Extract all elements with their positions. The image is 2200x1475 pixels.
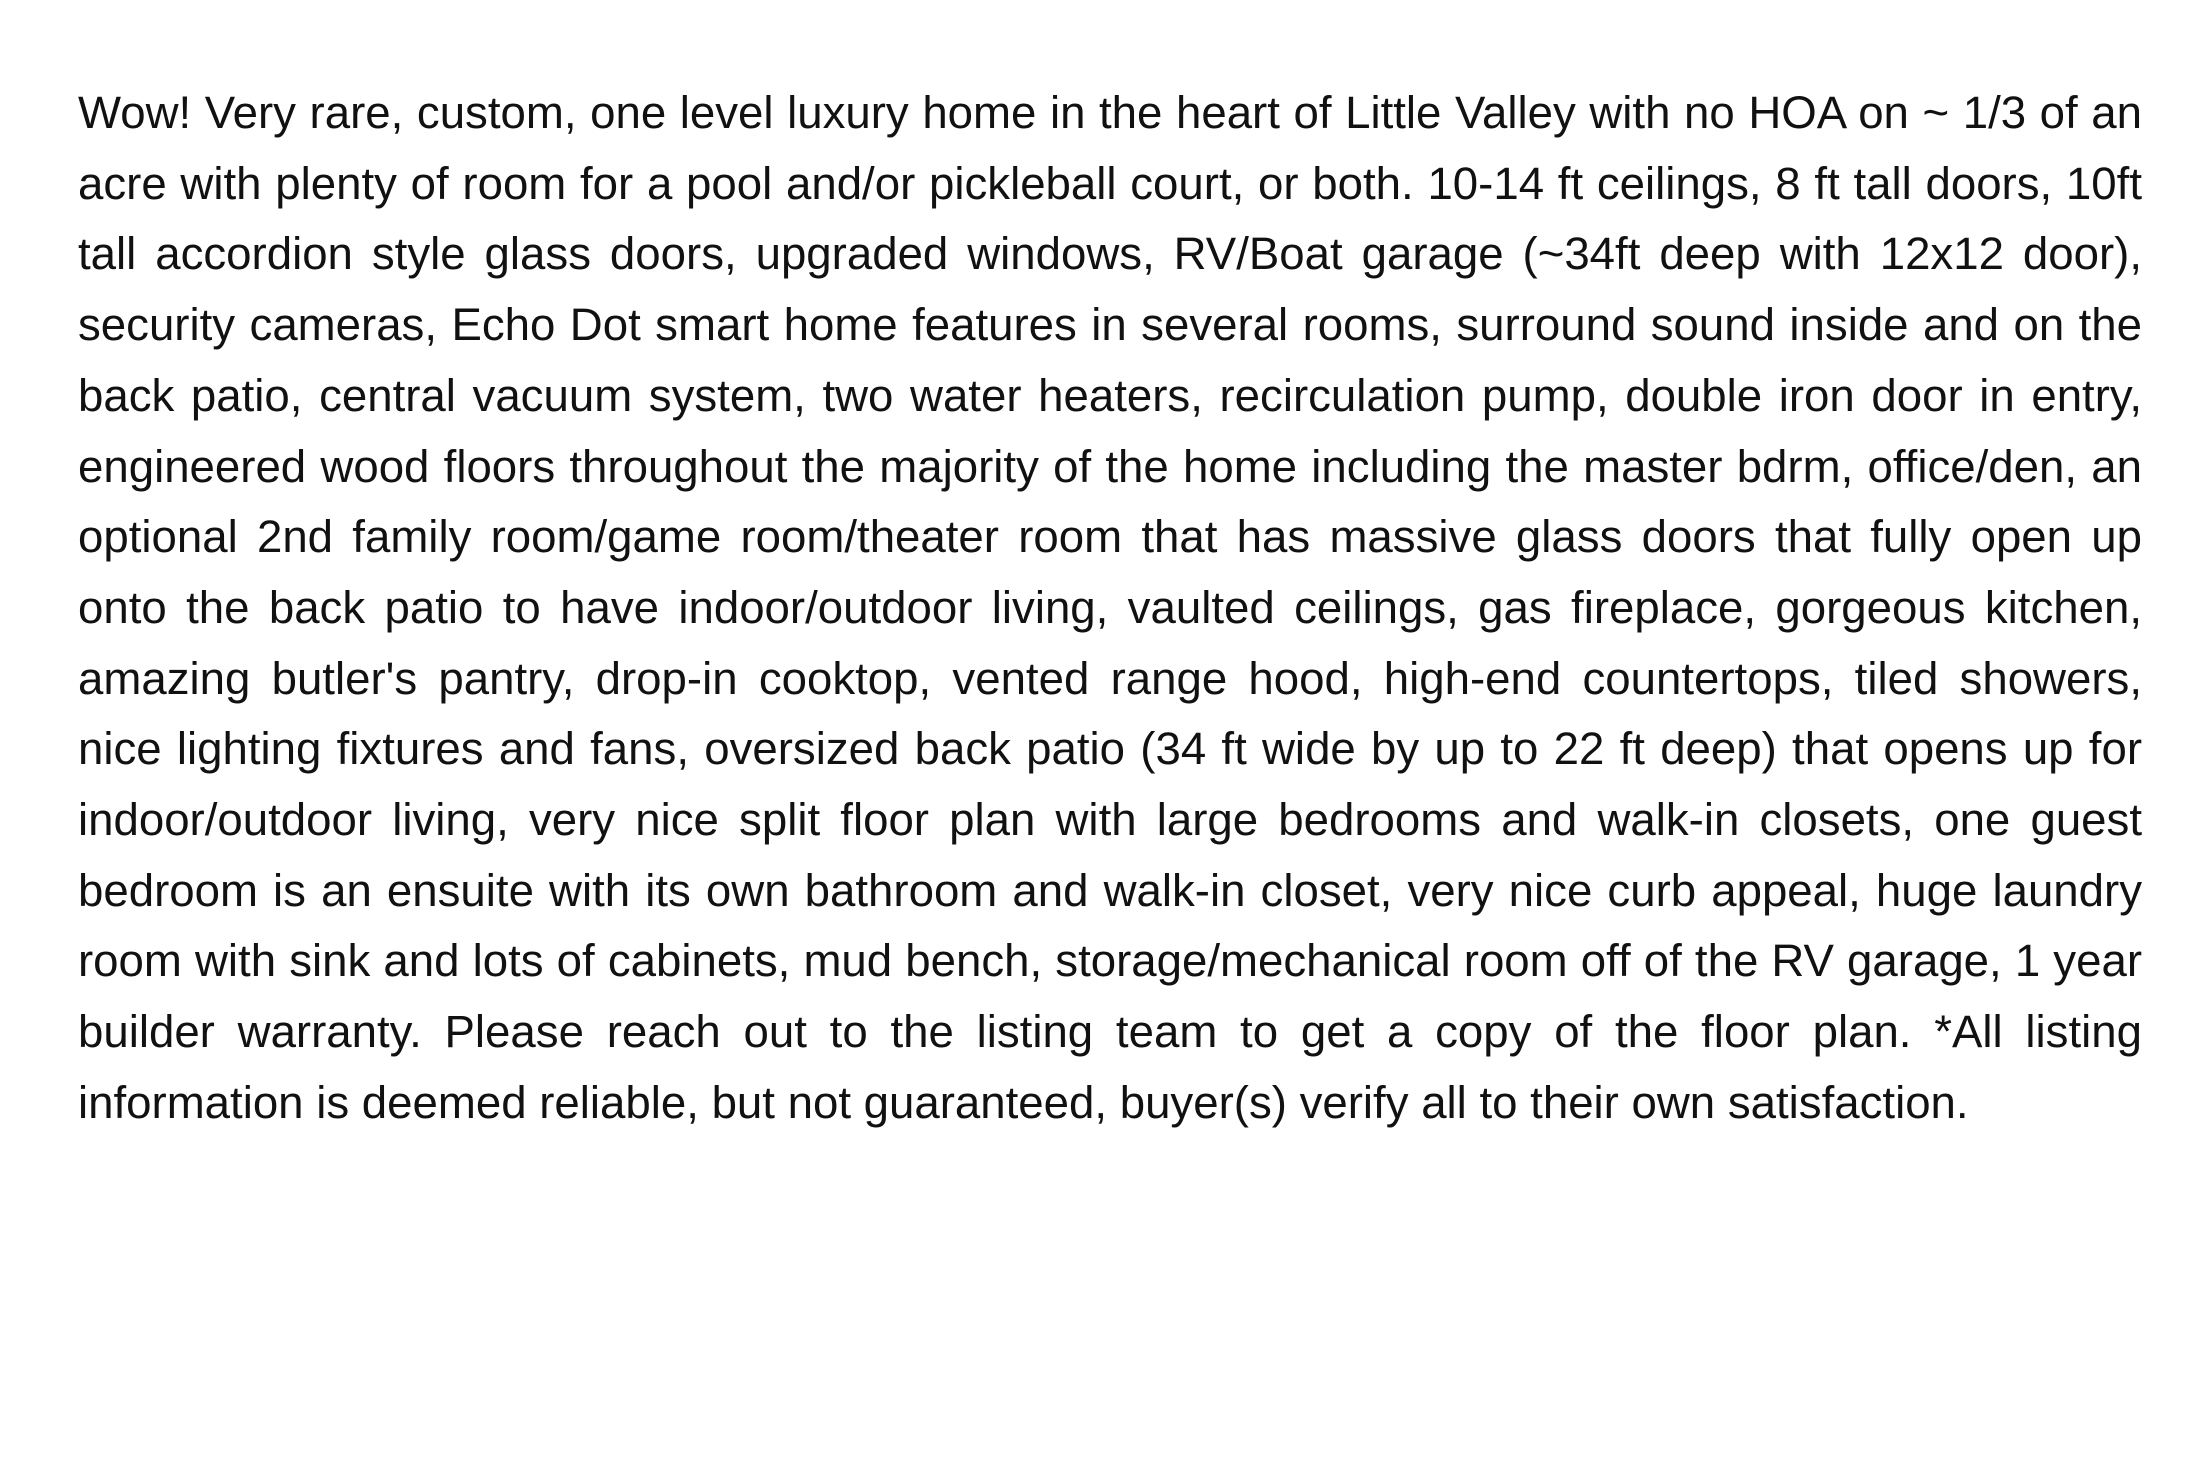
listing-description-text: Wow! Very rare, custom, one level luxury home in the heart of Little Valley with no HOA on ~ 1/3 of an acre with plenty of room for a pool and/or pickleball court, or both. 10-14 ft ceilings, 8 ft tall doors, 10ft tall accordion style glass doors, upgraded windows, RV/Boat garage (~34ft deep with 12x12 door), security cameras, Echo Dot smart home features in several rooms, surround sound inside and on the back patio, central vacuum system, two water heaters, recirculation pump, double iron door in entry, engineered wood floors throughout the majority of the home including the master bdrm, office/den, an optional 2nd family room/game room/theater room that has massive glass doors that fully open up onto the back patio to have indoor/outdoor living, vaulted ceilings, gas fireplace, gorgeous kitchen, amazing butler's pantry, drop-in cooktop, vented range hood, high-end countertops, tiled showers, nice lighting fixtures and fans, oversized back patio (34 ft wide by up to 22 ft deep) that opens up for indoor/outdoor living, very nice split floor plan with large bedrooms and walk-in closets, one guest bedroom is an ensuite with its own bathroom and walk-in closet, very nice curb appeal, huge laundry room with sink and lots of cabinets, mud bench, storage/mechanical room off of the RV garage, 1 year builder warranty. Please reach out to the listing team to get a copy of the floor plan. *All listing information is deemed reliable, but not guaranteed, buyer(s) verify all to their own satisfaction. bbox=[78, 87, 2142, 1128]
